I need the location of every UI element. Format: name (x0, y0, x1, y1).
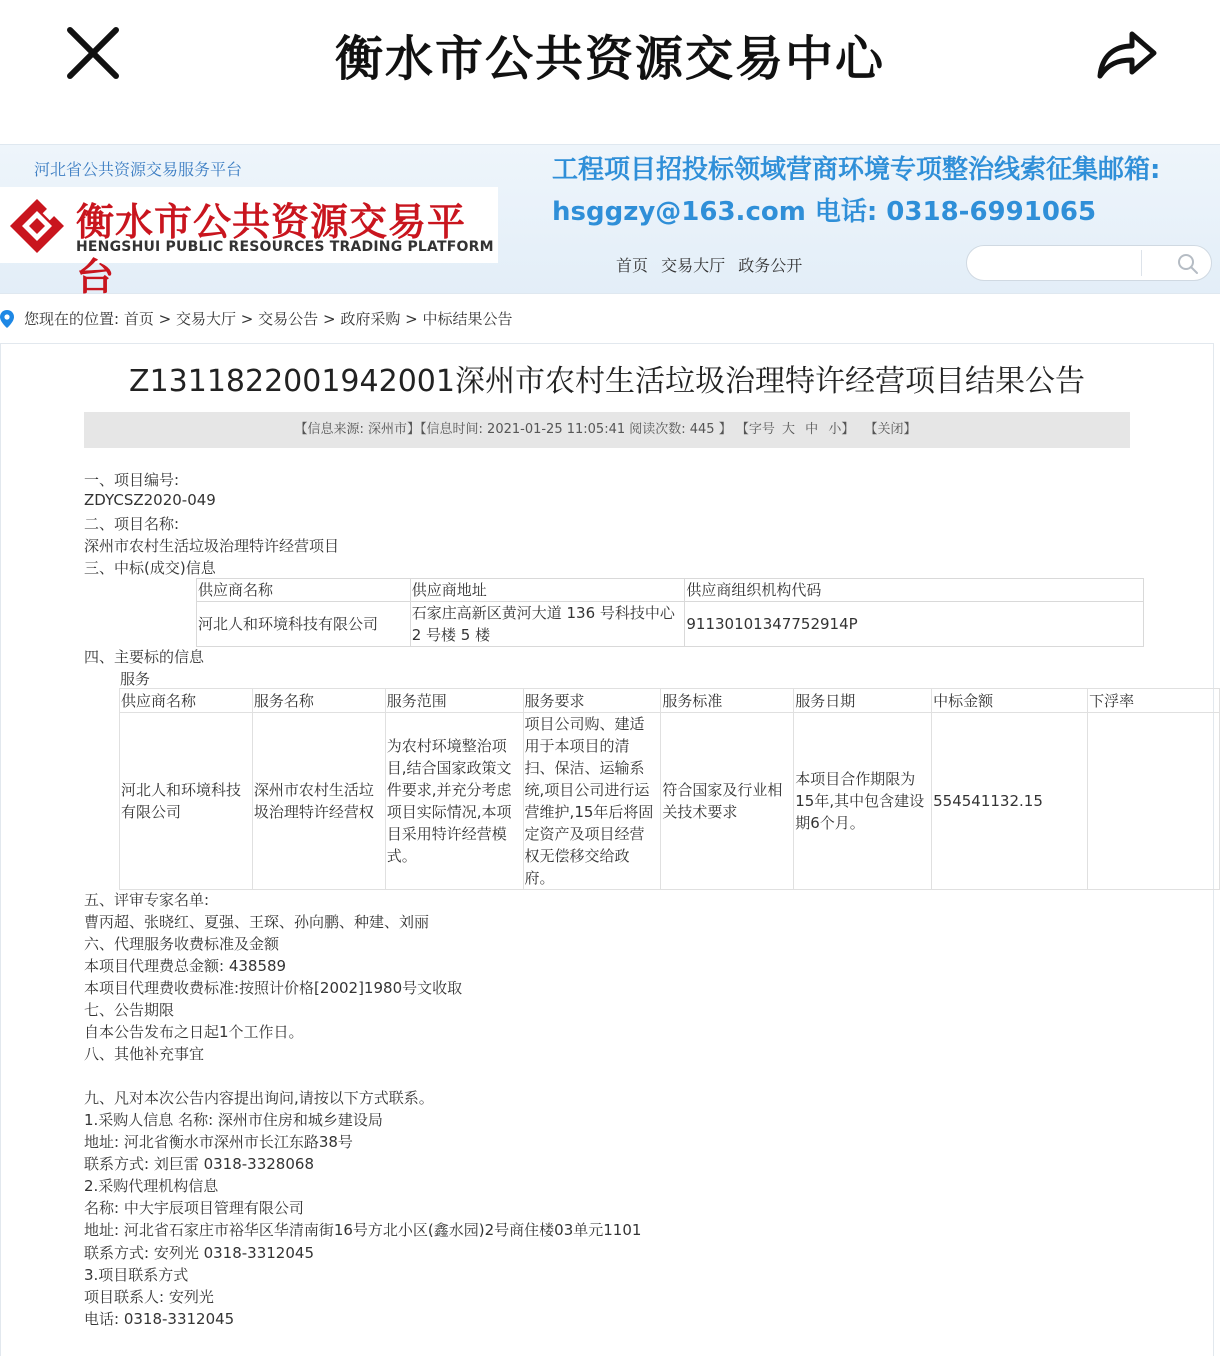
section-5-heading: 五、评审专家名单: (84, 891, 210, 909)
agency-contact: 联系方式: 安列光 0318-3312045 (84, 1244, 314, 1262)
table-header: 服务名称 (252, 689, 385, 713)
winner-table (196, 578, 1144, 647)
section-7-heading: 七、公告期限 (84, 1001, 175, 1019)
info-source: 【信息来源: 深州市】 (294, 422, 421, 437)
table-header: 服务标准 (661, 689, 794, 713)
section-1-heading: 一、项目编号: (84, 471, 180, 489)
project-contact-person: 项目联系人: 安列光 (84, 1288, 214, 1306)
table-cell: 91130101347752914P (685, 602, 1144, 647)
agency-address: 地址: 河北省石家庄市裕华区华清南街16号方北小区(鑫水园)2号商住楼03单元1101 (84, 1221, 642, 1239)
table-header-row (120, 689, 1220, 713)
info-time: 【信息时间: 2021-01-25 11:05:41 阅读次数: 445 】 (420, 422, 732, 437)
notice-line-2: hsggzy@163.com 电话: 0318-6991065 (552, 197, 1097, 227)
site-nav (616, 253, 810, 276)
breadcrumb-separator: > (322, 310, 336, 328)
table-header: 中标金额 (932, 689, 1088, 713)
font-size-large[interactable]: 大 (782, 422, 796, 437)
platform-link[interactable]: 河北省公共资源交易服务平台 (34, 160, 243, 179)
project-contact-phone: 电话: 0318-3312045 (84, 1310, 235, 1328)
project-number: ZDYCSZ2020-049 (84, 491, 216, 509)
location-pin-icon (0, 310, 14, 328)
nav-government-affairs[interactable]: 政务公开 (738, 256, 803, 275)
expert-list: 曹丙超、张晓红、夏强、王琛、孙向鹏、种建、刘丽 (84, 913, 430, 931)
table-header-row (197, 579, 1144, 602)
table-header: 服务要求 (523, 689, 661, 713)
font-size-label: 【字号 (735, 422, 775, 437)
table-header: 供应商地址 (410, 579, 685, 602)
table-header: 服务范围 (385, 689, 523, 713)
purchaser-address: 地址: 河北省衡水市深州市长江东路38号 (84, 1133, 353, 1151)
table-cell: 554541132.15 (932, 713, 1088, 890)
breadcrumb-separator: > (240, 310, 254, 328)
table-cell: 为农村环境整治项目,结合国家政策文件要求,并充分考虑项目实际情况,本项目采用特许经营模式。 (385, 713, 523, 890)
agency-fee-total: 本项目代理费总金额: 438589 (84, 957, 287, 975)
table-cell: 符合国家及行业相关技术要求 (661, 713, 794, 890)
agency-name: 名称: 中大宇辰项目管理有限公司 (84, 1199, 304, 1217)
section-6-heading: 六、代理服务收费标准及金额 (84, 935, 280, 953)
agency-fee-standard: 本项目代理费收费标准:按照计价格[2002]1980号文收取 (84, 979, 463, 997)
service-table (119, 688, 1220, 890)
table-header: 下浮率 (1088, 689, 1220, 713)
font-size-small[interactable]: 小】 (828, 422, 855, 437)
table-cell: 河北人和环境科技有限公司 (197, 602, 411, 647)
purchaser-name: 1.采购人信息 名称: 深州市住房和城乡建设局 (84, 1111, 383, 1129)
logo-mark-icon (8, 197, 66, 255)
table-header: 服务日期 (794, 689, 932, 713)
search-divider (1141, 250, 1142, 276)
notice-line-1: 工程项目招投标领域营商环境专项整治线索征集邮箱: (552, 155, 1161, 185)
breadcrumb-separator: > (405, 310, 418, 328)
breadcrumb-prefix: 您现在的位置: (24, 310, 120, 328)
project-name: 深州市农村生活垃圾治理特许经营项目 (84, 537, 340, 555)
search-icon[interactable] (1177, 253, 1199, 275)
table-row (197, 602, 1144, 647)
table-row (120, 713, 1220, 890)
table-header: 供应商名称 (120, 689, 253, 713)
notice-period: 自本公告发布之日起1个工作日。 (84, 1023, 304, 1041)
close-article-button[interactable]: 【关闭】 (864, 422, 917, 437)
search-input[interactable] (966, 245, 1212, 281)
breadcrumb-announcements[interactable]: 交易公告 (258, 310, 319, 328)
article-info-bar (84, 412, 1130, 448)
section-4-heading: 四、主要标的信息 (84, 648, 205, 666)
breadcrumb-government-procurement[interactable]: 政府采购 (340, 310, 401, 328)
section-2-heading: 二、项目名称: (84, 515, 180, 533)
nav-home[interactable]: 首页 (616, 256, 649, 275)
breadcrumb-separator: > (158, 310, 172, 328)
breadcrumb-trading-hall[interactable]: 交易大厅 (176, 310, 237, 328)
site-header (0, 144, 1220, 299)
logo-chinese-name: 衡水市公共资源交易平台 (76, 200, 467, 299)
table-cell: 石家庄高新区黄河大道 136 号科技中心 2 号楼 5 楼 (410, 602, 685, 647)
table-cell: 项目公司购、建适用于本项目的清扫、保洁、运输系统,项目公司进行运营维护,15年后将固定资产及项目经营权无偿移交给政府。 (523, 713, 661, 890)
table-cell (1088, 713, 1220, 890)
section-8-heading: 八、其他补充事宜 (84, 1045, 205, 1063)
app-bar (0, 0, 1220, 112)
section-4-subheading: 服务 (120, 670, 151, 688)
section-9-heading: 九、凡对本次公告内容提出询问,请按以下方式联系。 (84, 1089, 434, 1107)
breadcrumb-home[interactable]: 首页 (123, 310, 154, 328)
article-title: Z1311822001942001深州市农村生活垃圾治理特许经营项目结果公告 (129, 364, 1085, 399)
table-cell: 本项目合作期限为15年,其中包含建设期6个月。 (794, 713, 932, 890)
table-cell: 深州市农村生活垃圾治理特许经营权 (252, 713, 385, 890)
agency-heading: 2.采购代理机构信息 (84, 1177, 219, 1195)
font-size-medium[interactable]: 中 (805, 422, 819, 437)
app-title: 衡水市公共资源交易中心 (334, 31, 885, 87)
breadcrumb-award-results[interactable]: 中标结果公告 (422, 310, 513, 328)
purchaser-contact: 联系方式: 刘巨雷 0318-3328068 (84, 1155, 314, 1173)
nav-trading-hall[interactable]: 交易大厅 (661, 256, 726, 275)
share-icon[interactable] (1092, 22, 1162, 84)
project-contact-heading: 3.项目联系方式 (84, 1266, 189, 1284)
table-header: 供应商名称 (197, 579, 411, 602)
table-header: 供应商组织机构代码 (685, 579, 1144, 602)
site-logo[interactable] (0, 187, 498, 299)
logo-english-name: HENGSHUI PUBLIC RESOURCES TRADING PLATFORM (76, 239, 494, 255)
section-3-heading: 三、中标(成交)信息 (84, 559, 216, 577)
table-cell: 河北人和环境科技有限公司 (120, 713, 253, 890)
